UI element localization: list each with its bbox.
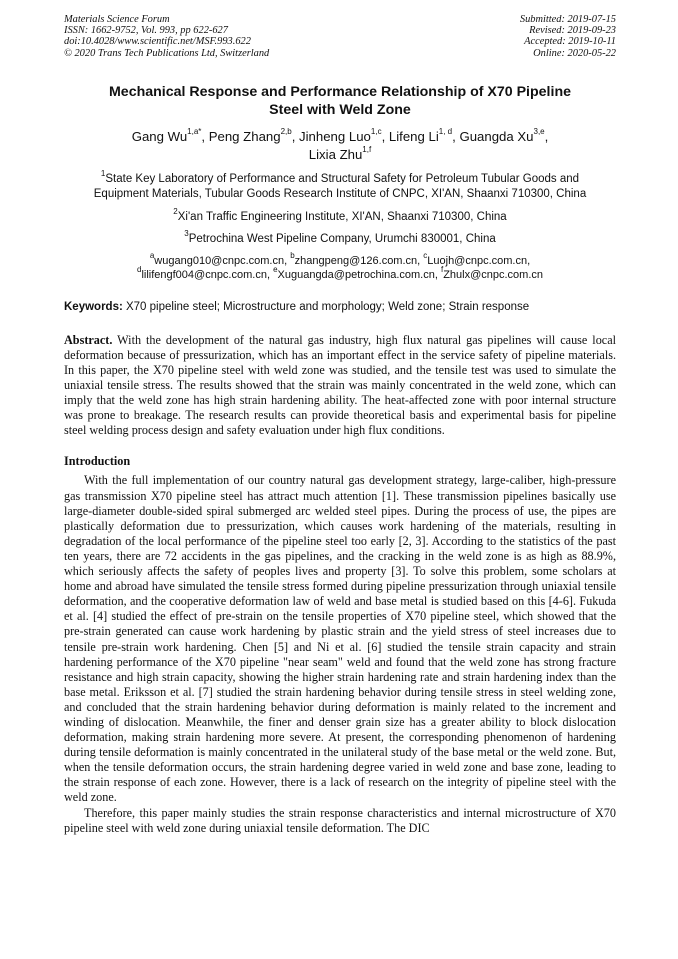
author: Lixia Zhu$^{1,f}$ xyxy=(308,145,372,162)
author: Guangda Xu$^{3,e}$, xyxy=(459,127,549,144)
issn: ISSN: 1662-9752, Vol. 993, pp 622-627 xyxy=(64,25,228,37)
email-link[interactable]: zhangpeng@126.com.cn, xyxy=(294,254,424,267)
email-list: $^a$wugang010@cnpc.com.cn, $^b$zhangpeng@126.com.cn, $^c$Luojh@cnpc.com.cn, $^d$lilifengf004@cnpc.com.cn, $^e$Xuguangda@petrochina.com.cn, $^f$Zhulx@cnpc.com.cn xyxy=(136,251,543,281)
accepted-date: Accepted: 2019-10-11 xyxy=(524,36,616,48)
author: Jinheng Luo$^{1,c}$, xyxy=(299,127,389,144)
keywords-text: X70 pipeline steel; Microstructure and morphology; Weld zone; Strain response xyxy=(122,300,530,313)
intro-paragraph-1: With the full implementation of our country natural gas development strategy, large-caliber, high-pressure gas transmission X70 pipeline steel has attract much attention [1]. These transmission pipelines basically use large-diameter double-sided spiral submerged arc welded steel pipes. During the process of use, the pipes are plastically deformation due to pressurization, which causes work hardening of the materials, resulting in degradation of the local performance of the pipeline steel too early [2, 3]. According to the statistics of the past ten years, there are 72 accidents in the gas pipelines, and the cracking in the weld zone is as high as 88.9%, which seriously affects the safety of peoples lives and property [3]. To solve this problem, some scholars at home and abroad have simulated the tensile stress formed during pipeline pressurization through uniaxial tensile deformation, and the cooperative deformation law of weld and base metal is studied based on this [4-6]. Fukuda et al. [4] studied the effect of pre-strain on the tensile properties of X70 pipeline steel, which showed that the pre-strain generated can cause work hardening by plastic strain and the yield stress of steel increases due to tensile pre-strain work hardening. Chen [5] and Ni et al. [6] studied the tensile strain capacity and strain hardening performance of the X70 pipeline "near seam" weld and found that the weld zone has strong fracture resistance and high strain capacity, showing the higher strain hardening rate and strain hardening index than the base metal. Eriksson et al. [7] studied the strain hardening behavior during tensile stress in steel welding zone, and concluded that the strain hardening behavior during deformation is mainly related to the increment and winding of dislocation. Meanwhile, the finer and denser grain size has a greater ability to block dislocation deformation, making strain hardening more severe. At present, the corresponding phenomenon of hardening during tensile deformation is mainly concentrated in the unilateral study of the base metal or the weld zone. But, when the tensile deformation occurs, the strain hardening degree varied in weld zone and base zone, leading to the strain response of each zone. However, there is a lack of research on the integrity of pipeline steel with the weld zone. xyxy=(64,473,616,805)
revised-date: Revised: 2019-09-23 xyxy=(529,25,616,37)
affiliation-1: $^1$State Key Laboratory of Performance and Structural Safety for Petroleum Tubular Goods and Equipment Materials, Tubular Goods Research Institute of CNPC, XI'AN, Shaanxi 710300, China xyxy=(93,168,587,201)
copyright: © 2020 Trans Tech Publications Ltd, Switzerland xyxy=(64,47,270,59)
submitted-date: Submitted: 2019-07-15 xyxy=(519,14,616,25)
paper-page xyxy=(64,14,616,836)
journal-header xyxy=(64,14,616,59)
doi: doi:10.4028/www.scientific.net/MSF.993.622 xyxy=(64,36,251,48)
author: Lifeng Li$^{1, d}$, xyxy=(388,127,460,144)
title-line-2: Steel with Weld Zone xyxy=(269,101,411,118)
journal-name: Materials Science Forum xyxy=(64,14,170,25)
keywords-label: Keywords: xyxy=(64,300,123,313)
abstract-label: Abstract. xyxy=(64,332,113,347)
email-link[interactable]: wugang010@cnpc.com.cn, xyxy=(154,254,291,267)
keywords xyxy=(64,300,616,315)
affiliation-2: $^2$Xi'an Traffic Engineering Institute, XI'AN, Shaanxi 710300, China xyxy=(173,206,507,223)
intro-paragraph-2: Therefore, this paper mainly studies the strain response characteristics and internal microstructure of X70 pipeline steel with weld zone during uniaxial tensile deformation. The DIC xyxy=(64,805,616,835)
section-heading-introduction: Introduction xyxy=(64,454,131,469)
abstract xyxy=(64,333,616,439)
title-line-1: Mechanical Response and Performance Relationship of X70 Pipeline xyxy=(108,83,571,100)
email-link[interactable]: Xuguangda@petrochina.com.cn, xyxy=(277,268,441,281)
author-list xyxy=(64,128,616,164)
author: Gang $Wu^{1,a*}$, xyxy=(131,127,209,144)
paper-title xyxy=(64,83,616,119)
email-link[interactable]: lilifengf004@cnpc.com.cn, xyxy=(141,268,274,281)
author: Peng Zhang$^{2,b}$, xyxy=(208,127,300,144)
email-link[interactable]: Luojh@cnpc.com.cn, xyxy=(427,254,531,267)
online-date: Online: 2020-05-22 xyxy=(533,47,616,59)
abstract-text: With the development of the natural gas industry, high flux natural gas pipelines will cause local deformation because of pressurization, which has an important effect in the service safety of pipeline materials. In this paper, the X70 pipeline steel with weld zone was studied, and the tensile test was used to simulate the uniaxial tensile stress. The results showed that the strain was mainly concentrated in the weld zone, which can imply that the weld zone has high strain hardening ability. The heat-affected zone with poor internal structure was prone to breakage. The research results can provide theoretical basis and experimental basis for pipeline steel welding process design and safety evaluation under high flux conditions. xyxy=(64,332,616,438)
dates xyxy=(520,14,616,59)
affiliation-3: $^3$Petrochina West Pipeline Company, Urumchi 830001, China xyxy=(184,229,496,246)
journal-info xyxy=(64,14,269,59)
email-link[interactable]: Zhulx@cnpc.com.cn xyxy=(443,268,543,281)
